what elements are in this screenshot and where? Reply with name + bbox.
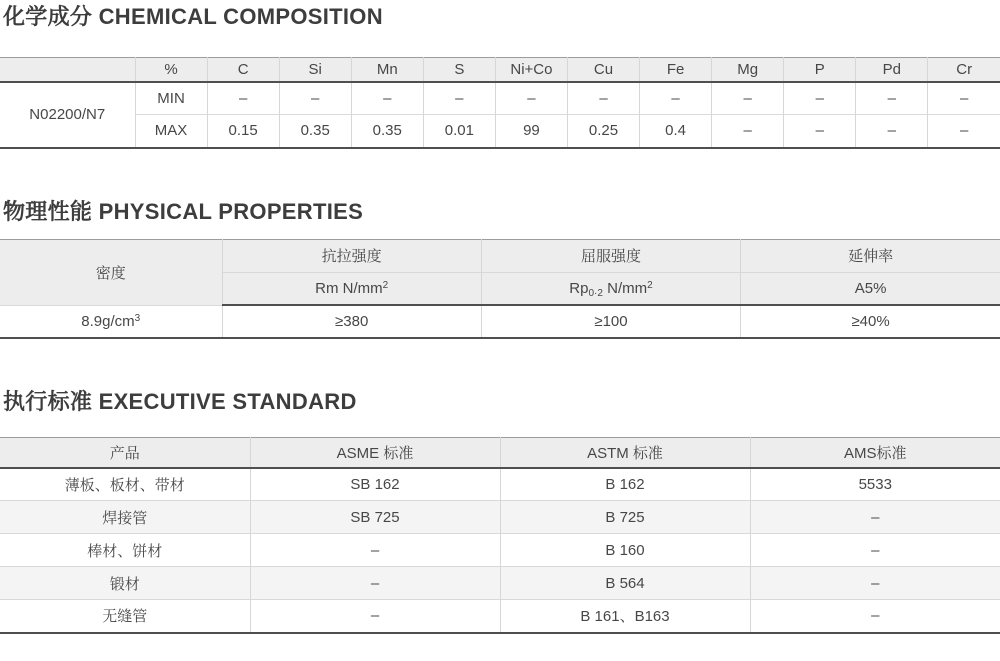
astm-standard-cell: B 160 — [500, 534, 750, 567]
min-value-cell: – — [784, 82, 856, 115]
chem-max-row — [0, 115, 1000, 148]
min-value-cell: – — [423, 82, 495, 115]
element-header-cell: Mn — [351, 58, 423, 82]
astm-standard-cell: B 564 — [500, 567, 750, 600]
ams-standard-cell: – — [750, 600, 1000, 633]
tensile-value-cell: ≥380 — [222, 305, 481, 338]
asme-standard-cell: – — [250, 534, 500, 567]
percent-header-cell: % — [135, 58, 207, 82]
astm-standard-cell: B 161、B163 — [500, 600, 750, 633]
tensile-unit-text: Rm N/mm — [315, 279, 383, 297]
min-value-cell: – — [712, 82, 784, 115]
section-title-chemical-composition: 化学成分 CHEMICAL COMPOSITION — [3, 4, 383, 29]
elongation-value-cell: ≥40% — [851, 313, 890, 330]
element-header-cell: P — [784, 58, 856, 82]
max-value-cell: 0.15 — [207, 115, 279, 148]
max-value-cell: 99 — [495, 115, 567, 148]
element-header-cell: Cr — [928, 58, 1000, 82]
ams-standard-cell: 5533 — [750, 468, 1000, 501]
yield-header-cell: 屈服强度 — [481, 239, 740, 272]
max-value-cell: – — [856, 115, 928, 148]
min-label-cell: MIN — [135, 82, 207, 115]
asme-standard-cell: – — [250, 600, 500, 633]
yield-value-cell: ≥100 — [481, 305, 740, 338]
chem-min-row — [0, 82, 1000, 115]
max-label-cell: MAX — [135, 115, 207, 148]
asme-standard-cell: SB 725 — [250, 501, 500, 534]
yield-unit-cell — [481, 272, 740, 305]
section-title-executive-standard: 执行标准 EXECUTIVE STANDARD — [3, 389, 357, 414]
product-cell: 棒材、饼材 — [0, 534, 250, 567]
min-value-cell: – — [928, 82, 1000, 115]
yield-unit-text: Rp — [569, 279, 589, 297]
ams-standard-cell: – — [750, 501, 1000, 534]
max-value-cell: 0.25 — [567, 115, 639, 148]
phys-header-row — [0, 239, 1000, 272]
elongation-unit-cell: A5% — [741, 272, 1000, 305]
max-value-cell: 0.35 — [351, 115, 423, 148]
ams-header-cell: AMS标准 — [750, 438, 1000, 468]
table-row — [0, 468, 1000, 501]
tensile-header-cell: 抗拉强度 — [222, 239, 481, 272]
table-row — [0, 501, 1000, 534]
min-value-cell: – — [351, 82, 423, 115]
max-value-cell: 0.01 — [423, 115, 495, 148]
table-row — [0, 567, 1000, 600]
min-value-cell: – — [856, 82, 928, 115]
exec-header-row — [0, 438, 1000, 468]
product-header-cell: 产品 — [0, 438, 250, 468]
max-value-cell: – — [960, 122, 969, 140]
min-value-cell: – — [495, 82, 567, 115]
grade-cell: N02200/N7 — [0, 82, 135, 148]
astm-standard-cell: B 725 — [500, 501, 750, 534]
yield-unit-subscript: 0·2 — [588, 287, 603, 299]
yield-unit-superscript: 2 — [647, 279, 653, 291]
density-value-cell — [0, 305, 222, 338]
element-header-cell: S — [423, 58, 495, 82]
section-title-physical-properties: 物理性能 PHYSICAL PROPERTIES — [3, 198, 364, 224]
tensile-unit-cell — [222, 272, 481, 305]
product-cell: 薄板、板材、带材 — [0, 468, 250, 501]
max-value-cell: – — [712, 115, 784, 148]
min-value-cell: – — [279, 82, 351, 115]
asme-standard-cell: – — [250, 567, 500, 600]
ams-standard-cell: – — [750, 534, 1000, 567]
min-value-cell: – — [567, 82, 639, 115]
element-header-cell: Si — [279, 58, 351, 82]
table-row — [0, 600, 1000, 633]
yield-unit-text: N/mm — [602, 279, 648, 297]
elongation-header-cell: 延伸率 — [741, 239, 1000, 272]
element-header-cell: Pd — [856, 58, 928, 82]
tensile-unit-superscript: 2 — [382, 279, 389, 291]
product-cell: 无缝管 — [0, 600, 250, 633]
min-value-cell: – — [640, 82, 712, 115]
asme-header-cell: ASME 标准 — [250, 438, 500, 468]
astm-header-cell: ASTM 标准 — [500, 438, 750, 468]
executive-standard-table — [0, 437, 1000, 634]
element-header-cell: C — [207, 58, 279, 82]
phys-value-row — [0, 305, 1000, 338]
max-value-cell: – — [784, 115, 856, 148]
chem-header-row — [0, 58, 1000, 82]
max-value-cell: 0.35 — [279, 115, 351, 148]
element-header-cell: Ni+Co — [495, 58, 567, 82]
density-header-cell: 密度 — [0, 239, 222, 305]
product-cell: 焊接管 — [0, 501, 250, 534]
density-value-superscript: 3 — [134, 312, 141, 324]
astm-standard-cell: B 162 — [500, 468, 750, 501]
chem-corner-cell — [0, 58, 135, 82]
density-value-text: 8.9g/cm — [81, 312, 135, 330]
chemical-composition-table — [0, 57, 1000, 149]
table-row — [0, 534, 1000, 567]
element-header-cell: Cu — [567, 58, 639, 82]
max-value-cell: 0.4 — [640, 115, 712, 148]
element-header-cell: Fe — [640, 58, 712, 82]
asme-standard-cell: SB 162 — [250, 468, 500, 501]
product-cell: 锻材 — [0, 567, 250, 600]
ams-standard-cell: – — [750, 567, 1000, 600]
element-header-cell: Mg — [712, 58, 784, 82]
physical-properties-table — [0, 239, 1000, 340]
min-value-cell: – — [207, 82, 279, 115]
